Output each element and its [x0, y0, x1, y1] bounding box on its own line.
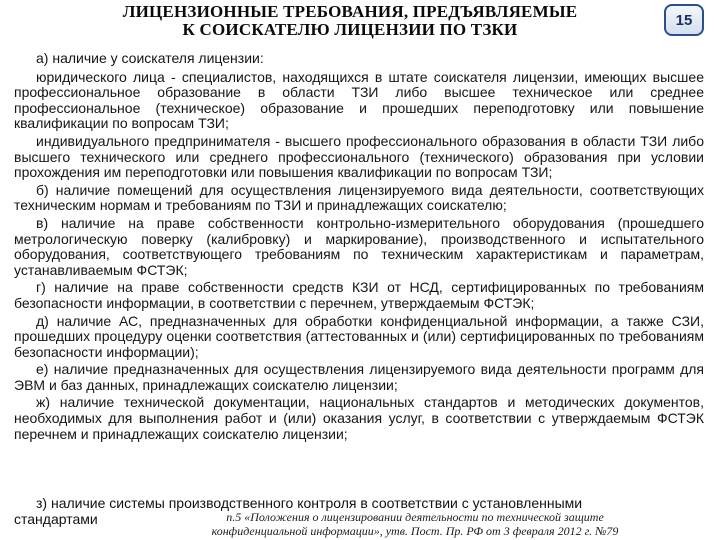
- slide-title-line-1: ЛИЦЕНЗИОННЫЕ ТРЕБОВАНИЯ, ПРЕДЪЯВЛЯЕМЫЕ: [122, 2, 578, 21]
- paragraph-zh: ж) наличие технической документации, национальных стандартов и методических документов, необходимых для выполнения работ и (или) оказания услуг, в соответствии с утверждаемым ФСТЭК перечнем и принадлежащих соискателю лицензии;: [14, 394, 704, 442]
- paragraph-entrepreneur: индивидуального предпринимателя - высшего профессионального образования в области ТЗИ либо высшего технического или среднего профессионального (технического) образования при условии прохождения им переподготовки или повышения квалификации по вопросам ТЗИ;: [14, 132, 704, 181]
- paragraph-a: а) наличие у соискателя лицензии:: [36, 50, 264, 66]
- source-footnote: п.5 «Положения о лицензировании деятельности по технической защите конфиденциальной информации», утв. Пост. Пр. РФ от 3 февраля 2012 г. №79: [211, 510, 619, 538]
- paragraph-legal-entity: юридического лица - специалистов, находящихся в штате соискателя лицензии, имеющих высшее профессиональное образование в области ТЗИ либо высшее техническое или среднее профессиональное (техническое) образование и прошедших переподготовку или повышение квалификации по вопросам ТЗИ;: [14, 68, 704, 132]
- paragraph-b: б) наличие помещений для осуществления лицензируемого вида деятельности, соответствующих техническим нормам и требованиям по ТЗИ и принадлежащих соискателю;: [14, 181, 704, 214]
- paragraph-z-line-1: з) наличие системы производственного контроля в соответствии с установленными: [36, 495, 583, 511]
- paragraph-e: е) наличие предназначенных для осуществления лицензируемого вида деятельности программ для ЭВМ и баз данных, принадлежащих соискателю лицензии;: [14, 361, 704, 393]
- paragraph-v: в) наличие на праве собственности контрольно-измерительного оборудования (прошедшего метрологическую поверку (калибровку) и маркирование), производственного и испытательного оборудования, соответствующего требованиям по техническим характеристикам и параметрам, устанавливаемым ФСТЭК;: [14, 214, 704, 278]
- paragraph-z-line-2: стандартами: [14, 511, 98, 527]
- slide-number-badge: [664, 4, 704, 36]
- requirements-text: [14, 51, 704, 444]
- bottom-block: [14, 496, 704, 540]
- slide-title-line-2: К СОИСКАТЕЛЮ ЛИЦЕНЗИИ ПО ТЗКИ: [182, 20, 518, 39]
- slide-number: 15: [675, 11, 693, 29]
- paragraph-g: г) наличие на праве собственности средств КЗИ от НСД, сертифицированных по требованиям безопасности информации, в соответствии с перечнем, утверждаемым ФСТЭК;: [14, 279, 704, 311]
- slide-title: [60, 3, 640, 39]
- paragraph-d: д) наличие АС, предназначенных для обработки конфиденциальной информации, а также СЗИ, прошедших процедуру оценки соответствия (аттестованных и (или) сертифицированных по требованиям безопасности информации);: [14, 312, 704, 360]
